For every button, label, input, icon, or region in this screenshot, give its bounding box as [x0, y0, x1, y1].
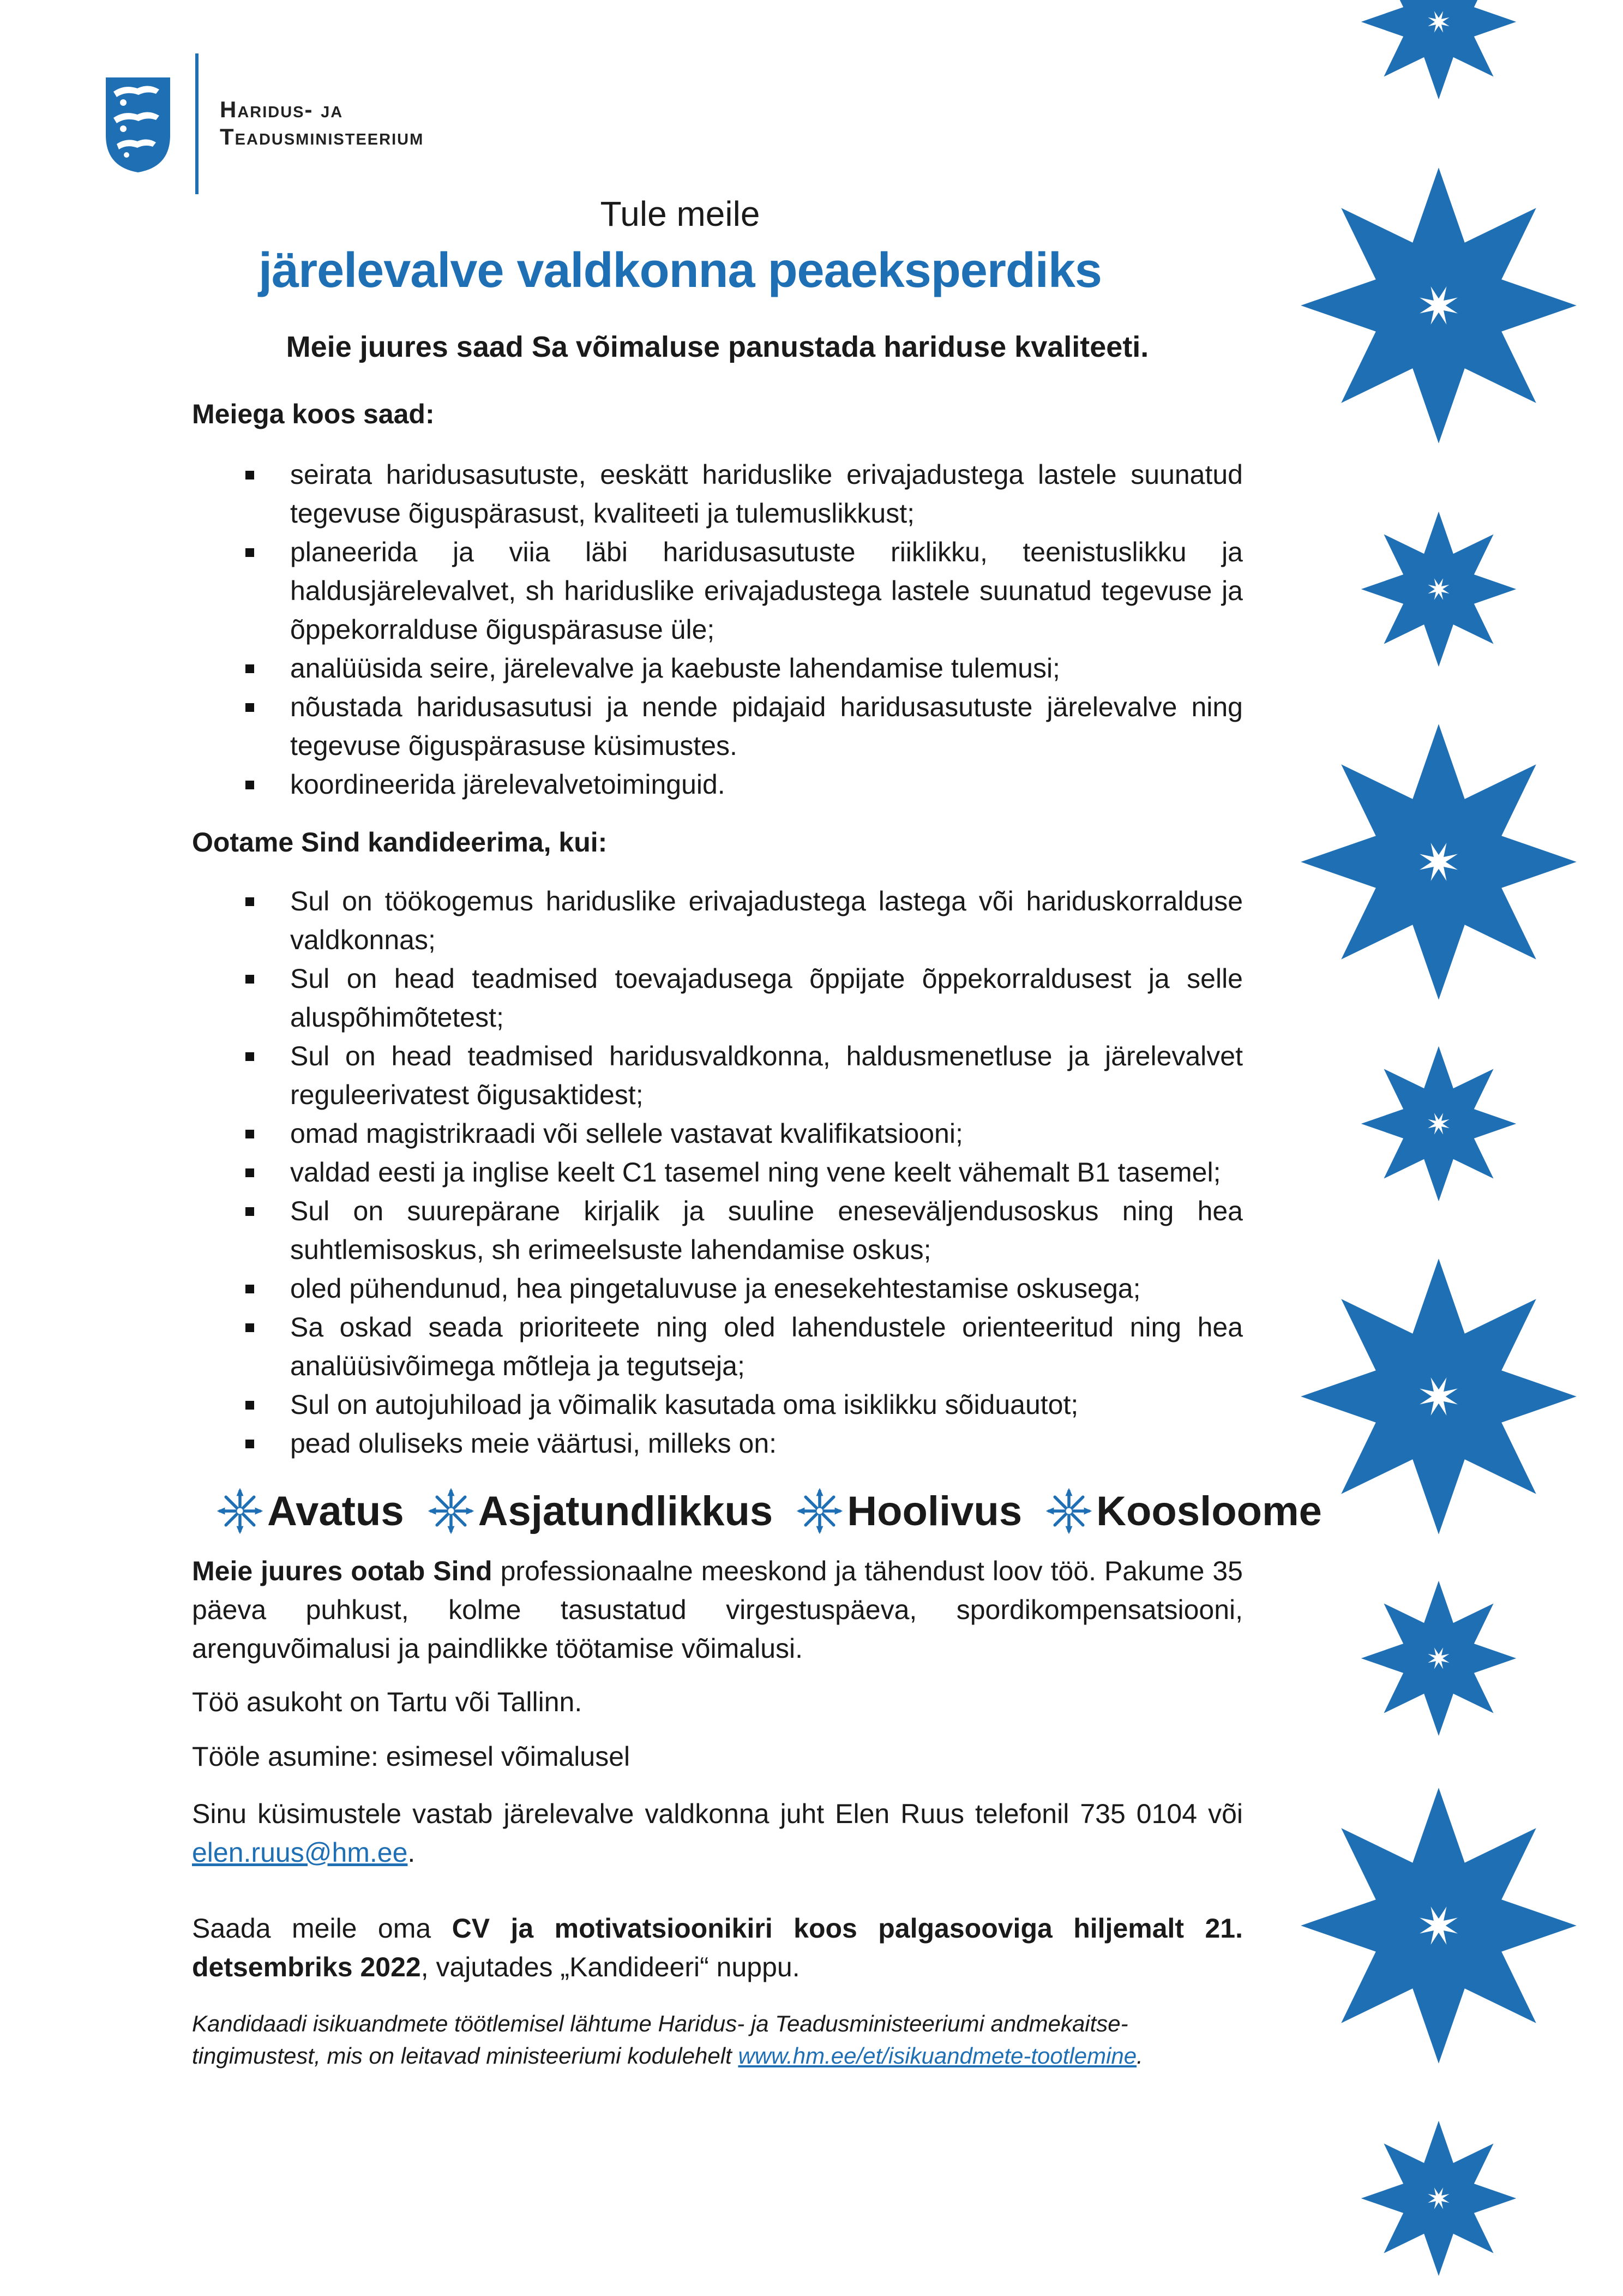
snowflake-star-icon [1361, 512, 1516, 667]
snowflake-star-icon [1301, 1258, 1577, 1534]
ministry-logo [103, 53, 484, 194]
snowflake-star-icon [426, 1486, 476, 1536]
section-title-duties: Meiega koos saad: [192, 399, 435, 429]
offer-paragraph [192, 1552, 1243, 1668]
list-item: koordineerida järelevalvetoiminguid. [192, 765, 1243, 804]
section-title-requirements: Ootame Sind kandideerima, kui: [192, 827, 608, 858]
value-label: Hoolivus [847, 1488, 1023, 1534]
contact-end: . [407, 1837, 416, 1868]
logo-divider [195, 53, 199, 194]
requirements-list [192, 882, 1243, 1463]
contact-email-link[interactable]: elen.ruus@hm.ee [192, 1837, 408, 1868]
snowflake-star-icon [1301, 1788, 1577, 2064]
contact-text: Sinu küsimustele vastab järelevalve valdkonna juht Elen Ruus telefonil 735 0104 või [192, 1799, 1243, 1829]
list-item: omad magistrikraadi või sellele vastavat kvalifikatsiooni; [192, 1114, 1243, 1153]
start-text: Tööle asumine: esimesel võimalusel [192, 1741, 630, 1772]
logo-wordmark [220, 96, 424, 151]
value-item [795, 1486, 1022, 1536]
snowflake-ornaments [1254, 0, 1623, 2296]
list-item: analüüsida seire, järelevalve ja kaebuste lahendamise tulemusi; [192, 649, 1243, 688]
apply-deadline: CV ja motivatsioonikiri koos palgasooviga hiljemalt 21. detsembriks 2022 [192, 1913, 1243, 1982]
snowflake-star-icon [1044, 1486, 1094, 1536]
snowflake-star-icon [1361, 0, 1516, 99]
offer-text: professionaalne meeskond ja tähendust loov töö. Pakume 35 päeva puhkust, kolme tasustatud virgestuspäeva, spordikompensatsiooni, arenguvõimalusi ja paindlikke töötamise võimalusi. [192, 1556, 1243, 1664]
logo-line-2: Teadusministeerium [220, 124, 424, 149]
list-item: oled pühendunud, hea pingetaluvuse ja enesekehtestamise oskusega; [192, 1269, 1243, 1308]
list-item: Sa oskad seada prioriteete ning oled lahendustele orienteeritud ning hea analüüsivõimega mõtleja ja tegutseja; [192, 1308, 1243, 1386]
logo-line-1: Haridus- ja [220, 97, 344, 122]
snowflake-star-icon [1301, 724, 1577, 1000]
value-label: Avatus [267, 1488, 404, 1534]
snowflake-star-icon [215, 1486, 265, 1536]
list-item: planeerida ja viia läbi haridusasutuste riiklikku, teenistuslikku ja haldusjärelevalvet, sh hariduslike erivajadustega lastele suunatud tegevuse ja õppekorralduse õiguspärasuse üle; [192, 533, 1243, 649]
list-item: Sul on head teadmised haridusvaldkonna, haldusmenetluse ja järelevalvet reguleerivatest õigusaktidest; [192, 1037, 1243, 1114]
snowflake-star-icon [1361, 1581, 1516, 1736]
list-item: seirata haridusasutuste, eeskätt hariduslike erivajadustega lastele suunatud tegevuse õiguspärasust, kvaliteeti ja tulemuslikkust; [192, 455, 1243, 533]
privacy-note [192, 2007, 1243, 2072]
tagline: Meie juures saad Sa võimaluse panustada hariduse kvaliteeti. [286, 331, 1149, 363]
value-label: Asjatundlikkus [478, 1488, 773, 1534]
value-item [1044, 1486, 1322, 1536]
apply-post: , vajutades „Kandideeri“ nuppu. [420, 1952, 800, 1982]
estonia-coat-of-arms-icon [103, 75, 173, 173]
contact-paragraph [192, 1795, 1243, 1872]
value-label: Koosloome [1096, 1488, 1322, 1534]
list-item: pead oluliseks meie väärtusi, milleks on: [192, 1424, 1243, 1463]
list-item: valdad eesti ja inglise keelt C1 tasemel ning vene keelt vähemalt B1 tasemel; [192, 1153, 1243, 1192]
offer-lead: Meie juures ootab Sind [192, 1556, 492, 1586]
snowflake-star-icon [1361, 2121, 1516, 2276]
duties-list [192, 455, 1243, 804]
snowflake-star-icon [1301, 167, 1577, 443]
value-item [426, 1486, 773, 1536]
location-text: Töö asukoht on Tartu või Tallinn. [192, 1687, 582, 1717]
list-item: Sul on head teadmised toevajadusega õppijate õppekorraldusest ja selle aluspõhimõtetest; [192, 960, 1243, 1037]
snowflake-star-icon [1361, 1046, 1516, 1201]
list-item: Sul on suurepärane kirjalik ja suuline eneseväljendusoskus ning hea suhtlemisoskus, sh erimeelsuste lahendamise oskus; [192, 1192, 1243, 1269]
intro-text: Tule meile [600, 194, 760, 233]
job-title: järelevalve valdkonna peaeksperdiks [259, 243, 1102, 298]
snowflake-star-icon [795, 1486, 845, 1536]
list-item: nõustada haridusasutusi ja nende pidajaid haridusasutuste järelevalve ning tegevuse õiguspärasuse küsimustes. [192, 688, 1243, 765]
values-row [215, 1478, 1322, 1544]
privacy-text: Kandidaadi isikuandmete töötlemisel lähtume Haridus- ja Teadusministeeriumi andmekaitse-tingimustest, mis on leitavad ministeeriumi kodulehelt [192, 2011, 1128, 2069]
value-item [215, 1486, 404, 1536]
privacy-end: . [1137, 2043, 1143, 2069]
apply-pre: Saada meile oma [192, 1913, 452, 1944]
apply-paragraph [192, 1909, 1243, 1987]
list-item: Sul on autojuhiload ja võimalik kasutada oma isiklikku sõiduautot; [192, 1386, 1243, 1424]
privacy-link[interactable]: www.hm.ee/et/isikuandmete-tootlemine [738, 2043, 1137, 2069]
list-item: Sul on töökogemus hariduslike erivajadustega lastega või hariduskorralduse valdkonnas; [192, 882, 1243, 960]
